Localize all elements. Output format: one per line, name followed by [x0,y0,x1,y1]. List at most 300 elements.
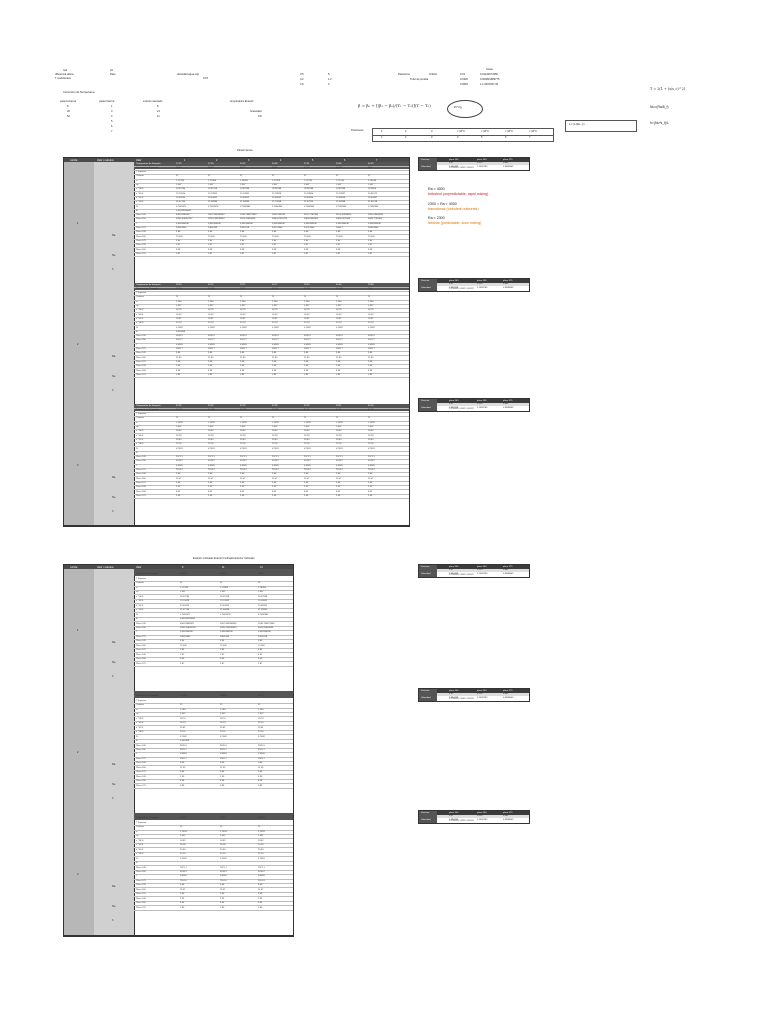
sheet1-cell: 2514.9 [272,469,279,471]
sheet1-cell: 29.54 [176,283,182,286]
sheet1-cell: 8.98 [272,369,277,372]
sheet2-cell: 16.28 [258,844,264,847]
sheet2-cell: 3.66 [180,884,185,887]
sheet1-cell: 21 [336,417,339,420]
sheet2-sub-col [94,569,138,691]
sheet1-cell: 8.98 [176,369,181,372]
sheet1-cell: 9.04 [272,490,277,493]
sheet1-cell: 21 [272,417,275,420]
sheet2-cell: Tinferior [136,704,144,707]
regime-legend [428,188,488,226]
sheet2-rowline [134,725,293,726]
sheet2-cell: 2514.9 [258,879,265,882]
sheet1-group-col [64,404,95,525]
sheet1-cell: Placa 160 [136,339,146,342]
sheet2-cell: 1.007 [220,713,226,716]
sheet1-cell: 1.007 [368,184,374,186]
sheet1-cell: 2.91 [304,244,309,247]
velocity-cell: 0.5388543 [503,406,514,409]
sheet1-cell: 29.609 [336,287,343,290]
sheet1-cell: 30.12 [208,283,214,286]
sheet1-cell: 0.0565 [272,343,279,346]
sheet1-cell: 0.0565 [304,464,311,467]
ellipse-label: Pr*r/g [454,105,462,109]
sheet1-cell: 32.35 [176,404,182,407]
sheet2-cell: 1971.1 [180,866,187,869]
sheet1-cell: 1971.1 [336,456,343,459]
correccion-label: Correccion de Tempertaura [63,91,95,94]
sheet2-cell: 2.87 [258,662,263,665]
sheet1-cell: 0.7081671 [176,205,187,208]
sheet2-rowline [134,757,293,758]
sheet1-cell: 2581.7 [176,348,183,350]
sheet2-group-col [64,569,95,691]
sheet1-cell: 12.000 [208,235,215,238]
sheet1-header-8: 6 [344,158,346,162]
sheet1-cell: 27.52 [176,162,182,165]
sheet1-cell: 30.60 [336,283,342,286]
sheet1-cell: 3241.7 [368,339,375,342]
sheet2-cell: 3.66 [220,649,225,652]
sheet2-cell: 11.41 [180,888,186,891]
velocity-header: placa 160 [477,158,487,161]
sheet2-cell: 1.007 [180,713,186,716]
velocity-cell: 0.397429 [449,818,459,821]
sheet1-cell: 21 [304,175,307,178]
sheet2-cell: Placa 145 [136,897,146,900]
sheet2-cell: 3185.5 [180,744,187,747]
velocity-cell: 0.5388543 [503,572,514,575]
sheet1-cell: Placa 145 [136,231,146,234]
velocity-table [418,810,530,824]
sheet1-cell: 3.66 [208,352,213,355]
sheet1-cell: 3.66 [240,473,245,476]
sheet1-sub-label-ra: Ra [112,234,116,237]
velocity-cell: 0.397429 [449,406,459,409]
sheet1-cell: B [136,209,138,212]
sheet2-sub-label-nu: Nu [112,905,116,908]
ellipse-annotation [447,100,483,118]
sheet1-cell: 3.66 [336,352,341,355]
sheet1-cell: 22.16 [208,443,214,446]
sheet2-cell: Placa 160 [136,766,146,769]
sheet1-cell: 1.17784 [176,179,184,182]
sheet2-cell: 0.7082 [220,735,227,738]
velocity-cell: 0.461 [503,403,509,406]
sheet2-sub-label-nu: Nu [112,783,116,786]
sheet2-cell: 0.0565 [180,875,187,878]
sheet1-cell: 27.56 [208,162,214,165]
sheet1-cell: T Superior [136,292,147,295]
sheet1-cell: 0.7080934 [304,205,315,208]
sheet1-cell: 3185.5 [176,335,183,338]
sheet1-cell: 25.83 [208,438,214,441]
sheet1-cell: 18.82 [304,430,310,433]
sheet1-cell: 2581.7 [208,348,215,350]
sheet1-cell: 3.66 [176,352,181,355]
sheet2-cell: 2.90 [258,775,263,778]
sheet2-cell: 3.66 [220,762,225,765]
sheet2-cell: 16.19 [180,722,186,725]
sheet1-cell: 3185.5 [304,335,311,338]
sheet2-cell: 21 [220,582,223,585]
velocity-cell: 0.5388543 [503,696,514,699]
sheet2-cell: 21 [220,826,223,829]
mid-label: densidad agua rojo [177,73,200,76]
sheet2-cell: 3185.5 [220,744,227,747]
sheet1-cell: 3.66 [240,481,245,484]
sheet1-cell: 1.007 [240,426,246,428]
sheet2-cell: 1.007 [220,835,226,838]
legend-line-2: turbulent (unpredictable, rapid mixing) [428,192,489,197]
sheet2-cell: 2.92 [258,897,263,900]
sheet2-cell: 1.160 [258,708,264,711]
sheet1-cell: 9.04 [368,490,373,493]
sheet1-cell: 18.79 [208,309,214,312]
sheet1-cell: 21 [336,296,339,299]
sheet2-cell: 0.7080984 [258,613,269,616]
sheet1-cell: 3.66 [336,239,341,242]
sheet1-cell: 3.66 [368,231,373,234]
sheet1-cell: 2.92 [176,486,181,489]
velocity-cell: 0.461 [503,569,509,572]
velocity-header: Posicion [421,158,430,161]
w-0-2: 8 [157,105,159,108]
sheet2-title: Exterior Inclinado Exterior Inclinado Exterior Inclinado [193,557,255,560]
sheet1-cell: 2459.9855 [176,227,187,229]
sheet1-title: Pared interna [237,149,253,152]
sheet1-cell: 16.28 [304,434,310,437]
sheet1-rowline [134,498,409,499]
sheet1-cell: 3.66 [336,231,341,234]
beta-equation: β = β₀ + [(β₁ − β₀)/(T₁ − T₀)](T − T₀) [358,103,431,108]
mid-value: 0.97 [203,77,209,80]
w-0-1: 1 [111,105,113,108]
sheet2-cell: 2947.362308993 [220,622,237,625]
sheet2-cell: B [136,862,138,865]
sheet1-cell: 18.79 [336,309,342,312]
sheet2-cell: Placa 175 [136,662,146,665]
sheet1-cell: 1.160 [304,300,310,303]
sheet2-cell: 3.66 [258,640,263,643]
sheet1-cell: 25.81 [272,317,278,320]
sheet1-cell: 21.68388 [336,201,346,204]
sheet2-cell: 3.66 [180,649,185,652]
sheet1-cell: 3.66 [176,231,181,234]
sheet1-cell: 1.007 [240,184,246,186]
sheet2-rowline [134,838,293,839]
sheet1-cell: 0.00339185862 [176,209,192,212]
sheet2-cell: 3185.5 [258,744,265,747]
sheet1-cell: 11.41 [368,477,374,480]
sheet1-cell: 30.78 [368,408,374,411]
sheet2-cell: v *10^6 [136,722,144,725]
sheet1-cell: 2.89 [368,373,373,376]
sheet2-rowline [134,896,293,897]
sheet1-cell: 11.35 [368,356,374,359]
sheet2-cell: 25.81 [258,726,264,729]
sheet1-cell: 3185.5 [272,335,279,338]
sheet2-cell: a *10^6 [136,731,144,734]
sheet2-cell: Placa 160 [136,748,146,751]
sheet2-cell: 3.66 [180,771,185,774]
sheet1-cell: 1.007 [336,184,342,186]
velocity-cell: 0.47 [449,569,454,572]
sheet1-cell: 3234.2 [176,460,183,463]
sheet1-cell: 2.89 [304,373,309,376]
sheet2-cell: 18.55128 [220,595,230,598]
velocity-cell: 0.119 [477,403,483,406]
sheet1-cell: 22.10 [304,322,310,325]
sheet2-cell: 25.60402 [220,604,230,607]
sheet1-cell: 18.82 [368,430,374,433]
sheet1-cell: a *10^6 [136,201,144,204]
sheet1-cell: 0.7082 [304,326,311,329]
sheet2-cell: 0.003309 [180,740,190,743]
sheet1-cell: 1.160 [176,300,182,303]
sheet2-rowline [134,865,293,866]
sheet2-cell: a *10^6 [136,853,144,856]
sheet2-cell: 28.525 [180,573,187,576]
sheet1-cell: 1.16038 [368,179,376,182]
velocity-cell: 0.397429 [449,572,459,575]
sheet2-rowline [134,870,293,871]
sheet1-cell: 3.66 [368,352,373,355]
sheet1-cell: 18.82 [272,430,278,433]
sheet1-cell: 15.75624 [176,192,186,195]
velocity-cell: 0.119 [477,815,483,818]
sheet2-rowline [134,825,293,829]
sheet1-header-2: Valor [136,158,142,162]
sheet2-rowline [134,887,293,888]
sheet1-cell: 2514.9 [176,469,183,471]
sheet1-cell: 1.17416 [336,179,344,182]
sheet1-cell: 25.69467 [368,196,378,199]
velocity-cell: 0.47 [449,162,454,165]
sheet1-cell: Placa 160 [136,235,146,238]
sheet1-header-6: 4 [280,158,282,162]
sheet2-cell: 25.83 [220,848,226,851]
sheet1-cell: 21 [304,417,307,420]
sheet2-cell: 31.72 [258,695,264,698]
sheet2-header-0: corrida [70,565,78,569]
sheet1-cell: 21 [336,175,339,178]
sheet1-cell: 25.83 [336,438,342,441]
sheet1-group-label: 3 [77,463,79,467]
sheet2-cell: 9.04 [220,902,225,905]
sheet1-cell: 3185.5 [368,335,375,338]
sheet2-cell: 1.007 [180,835,186,838]
velocity-cell: 0.397429 [449,696,459,699]
sheet1-cell: 1.007 [208,184,214,186]
sheet1-cell: 0.7081 [208,447,215,450]
sheet1-cell: 9.04 [304,490,309,493]
sheet2-cell: 18.79 [180,717,186,720]
sheet2-cell: 2469.960 [220,635,230,638]
sheet1-cell: 3048.9806 [368,227,379,229]
right-a-0: 0.01 [460,73,466,76]
sheet2-cell: 3234.2 [258,870,265,873]
sheet1-cell: 1.17868 [208,179,216,182]
sheet1-cell: 0.7082 [368,326,375,329]
gravity-label: Gravedad [250,110,262,113]
sheet1-cell: 2.89 [336,373,341,376]
legend-line-1: Ra < 4000 [428,187,445,191]
velocity-table [418,564,530,578]
sheet2-cell: T [136,875,138,878]
sheet2-cell: Tinferior [136,826,144,829]
sheet2-rowline [134,734,293,735]
sheet2-cell: Placa 160 [136,870,146,873]
sheet2-cell: Placa 145 [136,762,146,765]
sheet2-cell: rr [136,708,138,711]
sheet1-cell: u *10^6 [136,430,144,433]
sheet1-cell: Pr [136,326,139,329]
sheet1-cell: 1971.1 [240,456,247,459]
sheet1-cell: 22.10 [368,322,374,325]
sheet2-rowline [134,847,293,848]
sheet1-cell: Placa 175 [136,360,146,363]
sheet2-cell: 2.91 [180,653,185,656]
sheet2-cell: Placa 175 [136,649,146,652]
sheet2-cell: Placa 160 [136,658,146,661]
sheet1-cell: 29.98 [368,283,374,286]
sheet1-cell: 33.51 [336,404,342,407]
sheet1-cell: 18.82 [336,430,342,433]
sheet1-sub-col [94,283,138,404]
sheet1-cell: 3.66 [208,473,213,476]
sheet1-cell: 2.90 [368,494,373,497]
sheet1-cell: 28.995 [336,166,343,169]
velocity-values: 1.1733318 1.1.9992 1.1101127 [449,820,474,823]
sheet1-cell: 3185.5 [208,335,215,338]
sheet1-cell: a *10^6 [136,322,144,325]
sheet1-cell: Placa 160 [136,218,146,221]
sheet1-cell: 3241.7 [304,339,311,342]
sheet2-cell: k *10^3 [136,848,144,851]
sheet1-cell: 22.16 [336,443,342,446]
sheet1-cell: 1.007 [176,305,182,307]
sheet1-cell: 30.065 [208,287,215,290]
sheet1-cell: 21.87204 [304,201,314,204]
formula-right-2: Nu=(Ra/8_f) [650,105,669,109]
sheet2-cell: 1.007 [180,591,186,594]
sheet1-cell: 21 [176,175,179,178]
sheet1-group-col [64,162,95,283]
sheet2-rowline [134,834,293,838]
pos-r2-4: 5 [481,135,483,139]
sheet1-header-0: corrida [70,158,78,162]
sheet2-cell: 2.89 [180,784,185,787]
sheet1-cell: 12.000 [304,235,311,238]
sheet2-cell: 22.10 [220,731,226,734]
sheet1-cell: 12.000 [368,235,375,238]
sheet1-cell: 1.1559 [272,421,279,424]
sheet2-cell: 1.17868 [220,586,228,589]
sheet1-cell: 2947.362308993 [208,214,225,217]
pos-r1-2: 3 [431,129,433,133]
sheet1-cell: 1.007 [336,426,342,428]
w-1-1: 3 [111,110,113,113]
sheet1-cell: 3.66 [240,239,245,242]
sheet1-cell: Placa 145 [136,214,146,217]
sheet1-cell: 27.23 [304,166,310,169]
velocity-cell: 0.119 [477,283,483,286]
sheet2-cell: 15.73952 [220,600,230,603]
sheet1-cell: 15.78806 [304,192,314,195]
sheet1-cell: 1.007 [368,305,374,307]
sheet1-cell: 1.007 [368,426,374,428]
sheet2-cell: 21.58985 [258,609,268,612]
sheet1-cell: 1971.1 [272,456,279,459]
sheet1-cell: B [136,451,138,454]
sheet1-cell: v *10^6 [136,192,144,195]
sheet1-cell: 0.7080984 [240,205,251,208]
w-0-0: 8 [67,105,69,108]
sheet1-cell: 2.90 [304,365,309,368]
velocity-cell: 0.461 [503,693,509,696]
sheet1-rowline [134,377,409,378]
water-header-1: pared interna [99,100,115,103]
sheet1-cell: 16.28 [336,434,342,437]
sheet1-cell: 18.0944 [368,188,376,191]
water-extra-5: 5 [111,120,113,123]
sheet1-cell: 3234.2 [208,460,215,463]
sheet1-cell: 21 [240,296,243,299]
sheet1-cell: 22.10 [240,322,246,325]
velocity-header: Posicion [421,811,430,814]
sheet2-cell: 21.67134 [180,609,190,612]
sheet1-cell: 1.160 [208,300,214,303]
sheet2-cell: 15.75624 [180,600,190,603]
sheet2-rowline [134,874,293,878]
sheet2-cell: 2.87 [220,662,225,665]
sheet1-cell: 3163.10938800 [336,214,352,217]
sheet1-cell: 25.81 [368,317,374,320]
sheet1-cell: 2581.7 [304,348,311,350]
sheet1-group-label: 1 [77,221,79,225]
sheet1-cell: 3185.5 [240,335,247,338]
sheet2-rowline [134,712,293,716]
sheet1-cell: 2.87 [208,252,213,255]
sheet1-cell: 11.41 [336,477,342,480]
sheet2-cell: 2.90 [220,906,225,909]
sheet1-cell: Placa 160 [136,490,146,493]
sheet2-cell: 1971.1 [258,866,265,869]
sheet2-cell: 16.19 [258,722,264,725]
sheet2-cell: 25.83 [180,848,186,851]
sheet1-cell: 30.1 [368,166,373,169]
sheet2-sub-label-ra: Ra [112,885,116,888]
sheet2-sub-label-h: h [112,797,114,800]
sheet2-cell: 25.81 [180,726,186,729]
sheet2-cell: cp [136,713,139,716]
sheet2-cell: k *10^3 [136,604,144,607]
sheet1-cell: 2.91 [176,244,181,247]
sheet2-cell: 22.10 [258,731,264,734]
sheet2-table [63,564,294,937]
sheet1-cell: 2.90 [208,365,213,368]
sheet1-cell: 3.66 [368,481,373,484]
sheet2-cell: 2.92 [180,897,185,900]
sheet1-cell: 0.056340430 [336,222,349,225]
sheet2-cell: 21 [258,826,261,829]
sheet1-cell: 0.7081678 [208,205,219,208]
sheet2-cell: 3241.7 [180,748,187,751]
sheet1-cell: 26.52 [240,162,246,165]
sheet2-cell: 1.007 [258,835,264,838]
sheet1-cell: 1.007 [240,305,246,307]
